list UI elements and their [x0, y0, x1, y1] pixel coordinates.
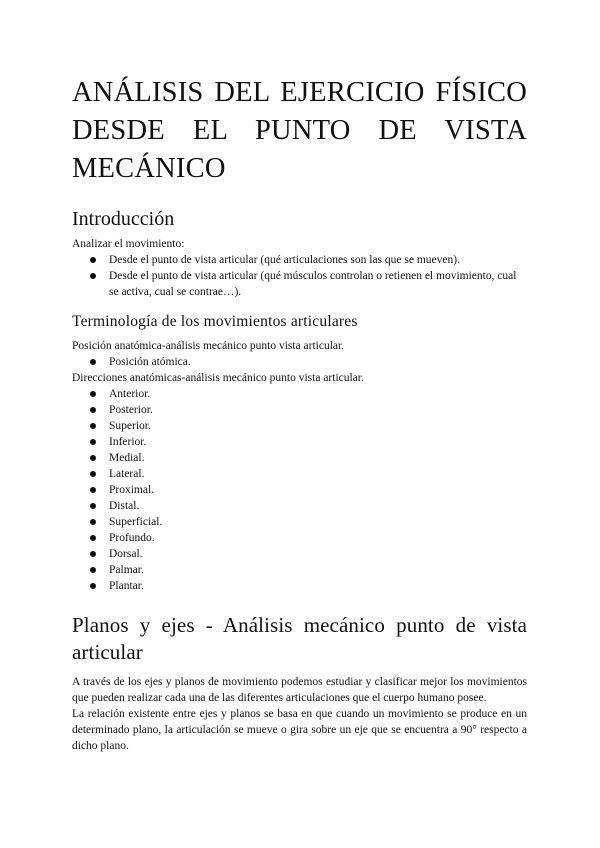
direcciones-list: [72, 386, 527, 594]
list-item: Inferior.: [109, 434, 527, 450]
document-content: [72, 74, 527, 754]
list-item: Plantar.: [109, 578, 527, 594]
planos-paragraph-1: A través de los ejes y planos de movimiento podemos estudiar y clasificar mejor los movimientos que pueden realizar cada una de las diferentes articulaciones que el cuerpo humano posee.: [72, 676, 527, 704]
bullet-icon: [90, 471, 96, 477]
list-item: Posterior.: [109, 402, 527, 418]
bullet-icon: [90, 257, 96, 263]
list-item: Distal.: [109, 498, 527, 514]
document-title: ANÁLISIS DEL EJERCICIO FÍSICO DESDE EL PUNTO DE VISTA MECÁNICO: [72, 77, 527, 184]
list-item: Dorsal.: [109, 546, 527, 562]
bullet-icon: [90, 567, 96, 573]
section-heading-terminologia: Terminología de los movimientos articulares: [72, 313, 358, 330]
bullet-icon: [90, 439, 96, 445]
section-heading-introduccion: Introducción: [72, 208, 175, 230]
bullet-icon: [90, 407, 96, 413]
list-item: Lateral.: [109, 466, 527, 482]
list-item: Proximal.: [109, 482, 527, 498]
bullet-icon: [90, 359, 96, 365]
bullet-icon: [90, 519, 96, 525]
list-item: Desde el punto de vista articular (qué articulaciones son las que se mueven).: [109, 252, 527, 268]
bullet-icon: [90, 455, 96, 461]
list-item: Palmar.: [109, 562, 527, 578]
bullet-icon: [90, 503, 96, 509]
bullet-icon: [90, 583, 96, 589]
bullet-icon: [90, 391, 96, 397]
bullet-icon: [90, 551, 96, 557]
list-item: Medial.: [109, 450, 527, 466]
list-item: Desde el punto de vista articular (qué músculos controlan o retienen el movimiento, cual se activa, cual se contrae…).: [109, 268, 527, 300]
posicion-list: [72, 354, 527, 370]
bullet-icon: [90, 535, 96, 541]
list-item: Profundo.: [109, 530, 527, 546]
direcciones-label: Direcciones anatómicas-análisis mecánico punto vista articular.: [72, 372, 364, 384]
bullet-icon: [90, 273, 96, 279]
list-item: Superior.: [109, 418, 527, 434]
section-heading-planos: Planos y ejes - Análisis mecánico punto de vista articular: [72, 613, 527, 664]
bullet-icon: [90, 487, 96, 493]
intro-lead: Analizar el movimiento:: [72, 238, 185, 250]
list-item: Superficial.: [109, 514, 527, 530]
intro-list: [72, 252, 527, 300]
posicion-label: Posición anatómica-análisis mecánico punto vista articular.: [72, 340, 345, 352]
bullet-icon: [90, 423, 96, 429]
planos-paragraph-2: La relación existente entre ejes y planos se basa en que cuando un movimiento se produce en un determinado plano, la articulación se mueve o gira sobre un eje que se encuentra a 90° respecto a dicho plano.: [72, 708, 527, 752]
list-item: Posición atómica.: [109, 354, 527, 370]
list-item: Anterior.: [109, 386, 527, 402]
